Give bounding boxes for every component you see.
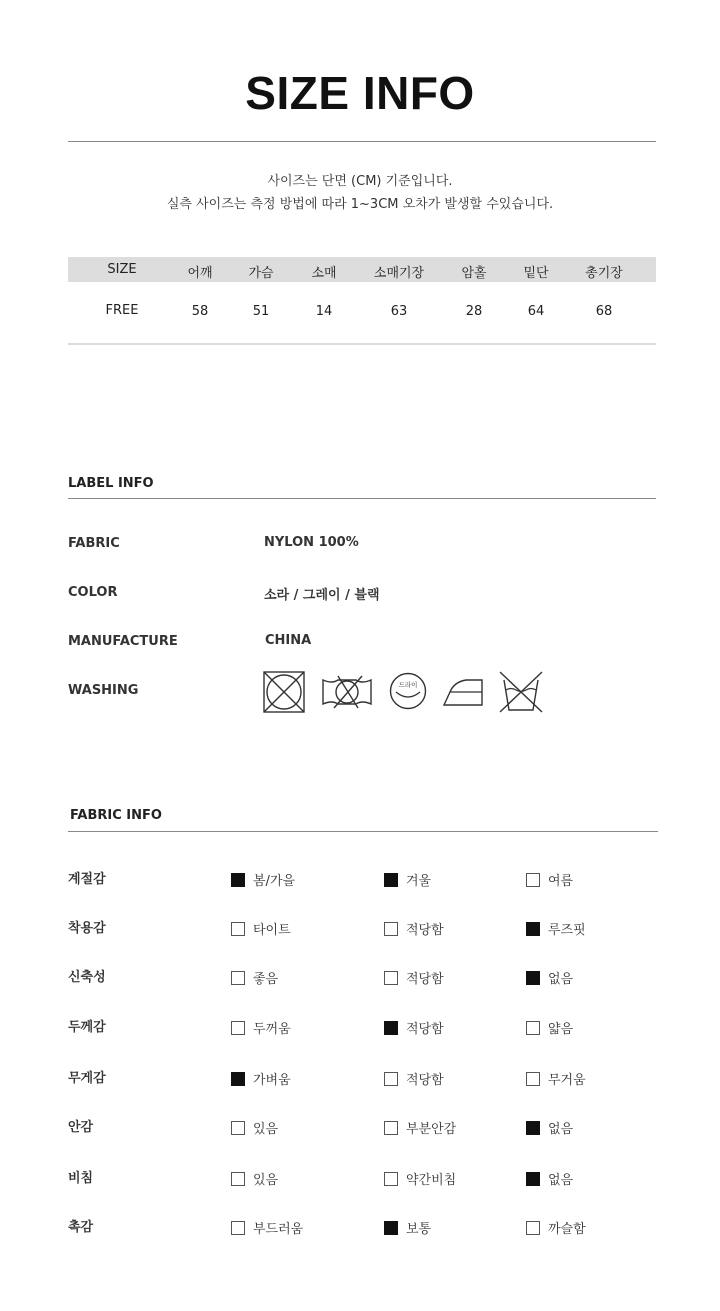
fabric-option <box>526 1218 586 1237</box>
checked-box-icon <box>526 922 540 936</box>
no-hand-wash-icon <box>498 670 544 714</box>
size-header-cell: 어깨 <box>187 266 213 281</box>
checked-box-icon <box>231 1072 245 1086</box>
iron-icon <box>440 674 486 710</box>
unchecked-box-icon <box>526 1021 540 1035</box>
fabric-info-row <box>0 1216 720 1236</box>
unchecked-box-icon <box>231 1172 245 1186</box>
fabric-option <box>526 1169 573 1188</box>
fabric-info-label: 계절감 <box>68 872 106 887</box>
fabric-option <box>231 1169 278 1188</box>
fabric-option <box>231 919 291 938</box>
fabric-option <box>231 968 278 987</box>
size-cell: 51 <box>252 304 270 319</box>
size-note: 실측 사이즈는 측정 방법에 따라 1~3CM 오차가 발생할 수있습니다. <box>166 197 554 212</box>
size-cell: 14 <box>315 304 333 319</box>
fabric-option <box>384 1218 431 1237</box>
size-header-cell: SIZE <box>107 262 137 277</box>
fabric-option-label: 가벼움 <box>253 1073 291 1088</box>
fabric-option <box>384 919 444 938</box>
unchecked-box-icon <box>384 971 398 985</box>
washing-label: WASHING <box>68 683 139 698</box>
fabric-info-row <box>0 917 720 937</box>
fabric-option <box>231 870 295 889</box>
fabric-option <box>384 1018 444 1037</box>
fabric-option-label: 적당함 <box>406 972 444 987</box>
fabric-info-row <box>0 868 720 888</box>
size-note: 사이즈는 단면 (CM) 기준입니다. <box>267 174 453 189</box>
page-title: SIZE INFO <box>245 67 475 119</box>
checked-box-icon <box>526 971 540 985</box>
fabric-option <box>384 1169 456 1188</box>
fabric-info-title: FABRIC INFO <box>70 808 162 823</box>
dry-clean-icon <box>388 671 428 711</box>
fabric-option-label: 겨울 <box>406 874 432 889</box>
divider <box>68 141 656 142</box>
manufacture-value: CHINA <box>265 633 312 648</box>
unchecked-box-icon <box>384 922 398 936</box>
unchecked-box-icon <box>231 1121 245 1135</box>
fabric-option <box>384 1118 456 1137</box>
size-header-cell: 소매 <box>311 266 337 281</box>
checked-box-icon <box>384 1221 398 1235</box>
fabric-option <box>526 870 573 889</box>
fabric-option <box>384 968 444 987</box>
color-value: 소라 / 그레이 / 블랙 <box>264 588 380 603</box>
no-wash-icon <box>262 670 306 714</box>
fabric-option <box>526 968 573 987</box>
fabric-option <box>526 1018 573 1037</box>
divider <box>68 498 656 499</box>
fabric-info-label: 신축성 <box>68 970 106 985</box>
fabric-info-label: 촉감 <box>68 1220 94 1235</box>
fabric-option-label: 두꺼움 <box>253 1022 291 1037</box>
size-header-cell: 가슴 <box>248 266 274 281</box>
fabric-option-label: 좋음 <box>253 972 279 987</box>
fabric-option-label: 봄/가을 <box>253 874 296 889</box>
size-header-cell: 소매기장 <box>373 266 425 281</box>
divider <box>68 831 658 832</box>
fabric-option <box>231 1118 278 1137</box>
fabric-option <box>384 1069 444 1088</box>
fabric-option-label: 얇음 <box>548 1022 574 1037</box>
fabric-option-label: 있음 <box>253 1122 279 1137</box>
size-header-cell: 암홀 <box>461 266 487 281</box>
checked-box-icon <box>231 873 245 887</box>
size-table-header <box>68 257 656 282</box>
fabric-option <box>526 919 586 938</box>
fabric-info-label: 비침 <box>68 1171 94 1186</box>
fabric-info-label: 두께감 <box>68 1020 106 1035</box>
divider <box>68 343 656 345</box>
fabric-info-row <box>0 1016 720 1036</box>
fabric-option-label: 없음 <box>548 1173 574 1188</box>
no-bleach-icon <box>320 672 374 712</box>
checked-box-icon <box>526 1121 540 1135</box>
fabric-option-label: 적당함 <box>406 923 444 938</box>
fabric-option-label: 루즈핏 <box>548 923 586 938</box>
fabric-option <box>231 1018 291 1037</box>
fabric-info-label: 안감 <box>68 1120 94 1135</box>
fabric-info-row <box>0 1167 720 1187</box>
unchecked-box-icon <box>384 1072 398 1086</box>
fabric-option-label: 까슬함 <box>548 1222 586 1237</box>
manufacture-label: MANUFACTURE <box>68 634 178 649</box>
fabric-option-label: 여름 <box>548 874 574 889</box>
fabric-option-label: 없음 <box>548 972 574 987</box>
size-cell: 28 <box>465 304 483 319</box>
size-cell: 58 <box>191 304 209 319</box>
size-cell: 68 <box>595 304 613 319</box>
unchecked-box-icon <box>526 873 540 887</box>
fabric-option-label: 약간비침 <box>406 1173 457 1188</box>
unchecked-box-icon <box>231 1021 245 1035</box>
checked-box-icon <box>384 873 398 887</box>
size-header-cell: 총기장 <box>585 266 623 281</box>
fabric-info-row <box>0 1067 720 1087</box>
dry-clean-text: 드라이 <box>398 681 418 689</box>
fabric-option <box>384 870 431 889</box>
unchecked-box-icon <box>384 1172 398 1186</box>
fabric-option-label: 있음 <box>253 1173 279 1188</box>
size-cell: FREE <box>105 303 139 318</box>
fabric-label: FABRIC <box>68 536 120 551</box>
size-header-cell: 밑단 <box>523 266 549 281</box>
unchecked-box-icon <box>231 1221 245 1235</box>
fabric-option-label: 적당함 <box>406 1022 444 1037</box>
unchecked-box-icon <box>231 922 245 936</box>
unchecked-box-icon <box>526 1221 540 1235</box>
fabric-info-row <box>0 966 720 986</box>
fabric-option <box>231 1218 303 1237</box>
checked-box-icon <box>526 1172 540 1186</box>
fabric-info-label: 무게감 <box>68 1071 106 1086</box>
fabric-info-label: 착용감 <box>68 921 106 936</box>
size-cell: 64 <box>527 304 545 319</box>
fabric-option-label: 없음 <box>548 1122 574 1137</box>
unchecked-box-icon <box>384 1121 398 1135</box>
fabric-option-label: 무거움 <box>548 1073 586 1088</box>
size-cell: 63 <box>390 304 408 319</box>
fabric-option-label: 부분안감 <box>406 1122 457 1137</box>
unchecked-box-icon <box>526 1072 540 1086</box>
fabric-value: NYLON 100% <box>264 535 359 550</box>
fabric-option-label: 보통 <box>406 1222 432 1237</box>
fabric-option <box>231 1069 291 1088</box>
fabric-option <box>526 1118 573 1137</box>
fabric-info-row <box>0 1116 720 1136</box>
fabric-option-label: 타이트 <box>253 923 291 938</box>
fabric-option-label: 부드러움 <box>253 1222 304 1237</box>
fabric-option <box>526 1069 586 1088</box>
checked-box-icon <box>384 1021 398 1035</box>
color-label: COLOR <box>68 585 118 600</box>
fabric-option-label: 적당함 <box>406 1073 444 1088</box>
unchecked-box-icon <box>231 971 245 985</box>
label-info-title: LABEL INFO <box>68 476 154 491</box>
